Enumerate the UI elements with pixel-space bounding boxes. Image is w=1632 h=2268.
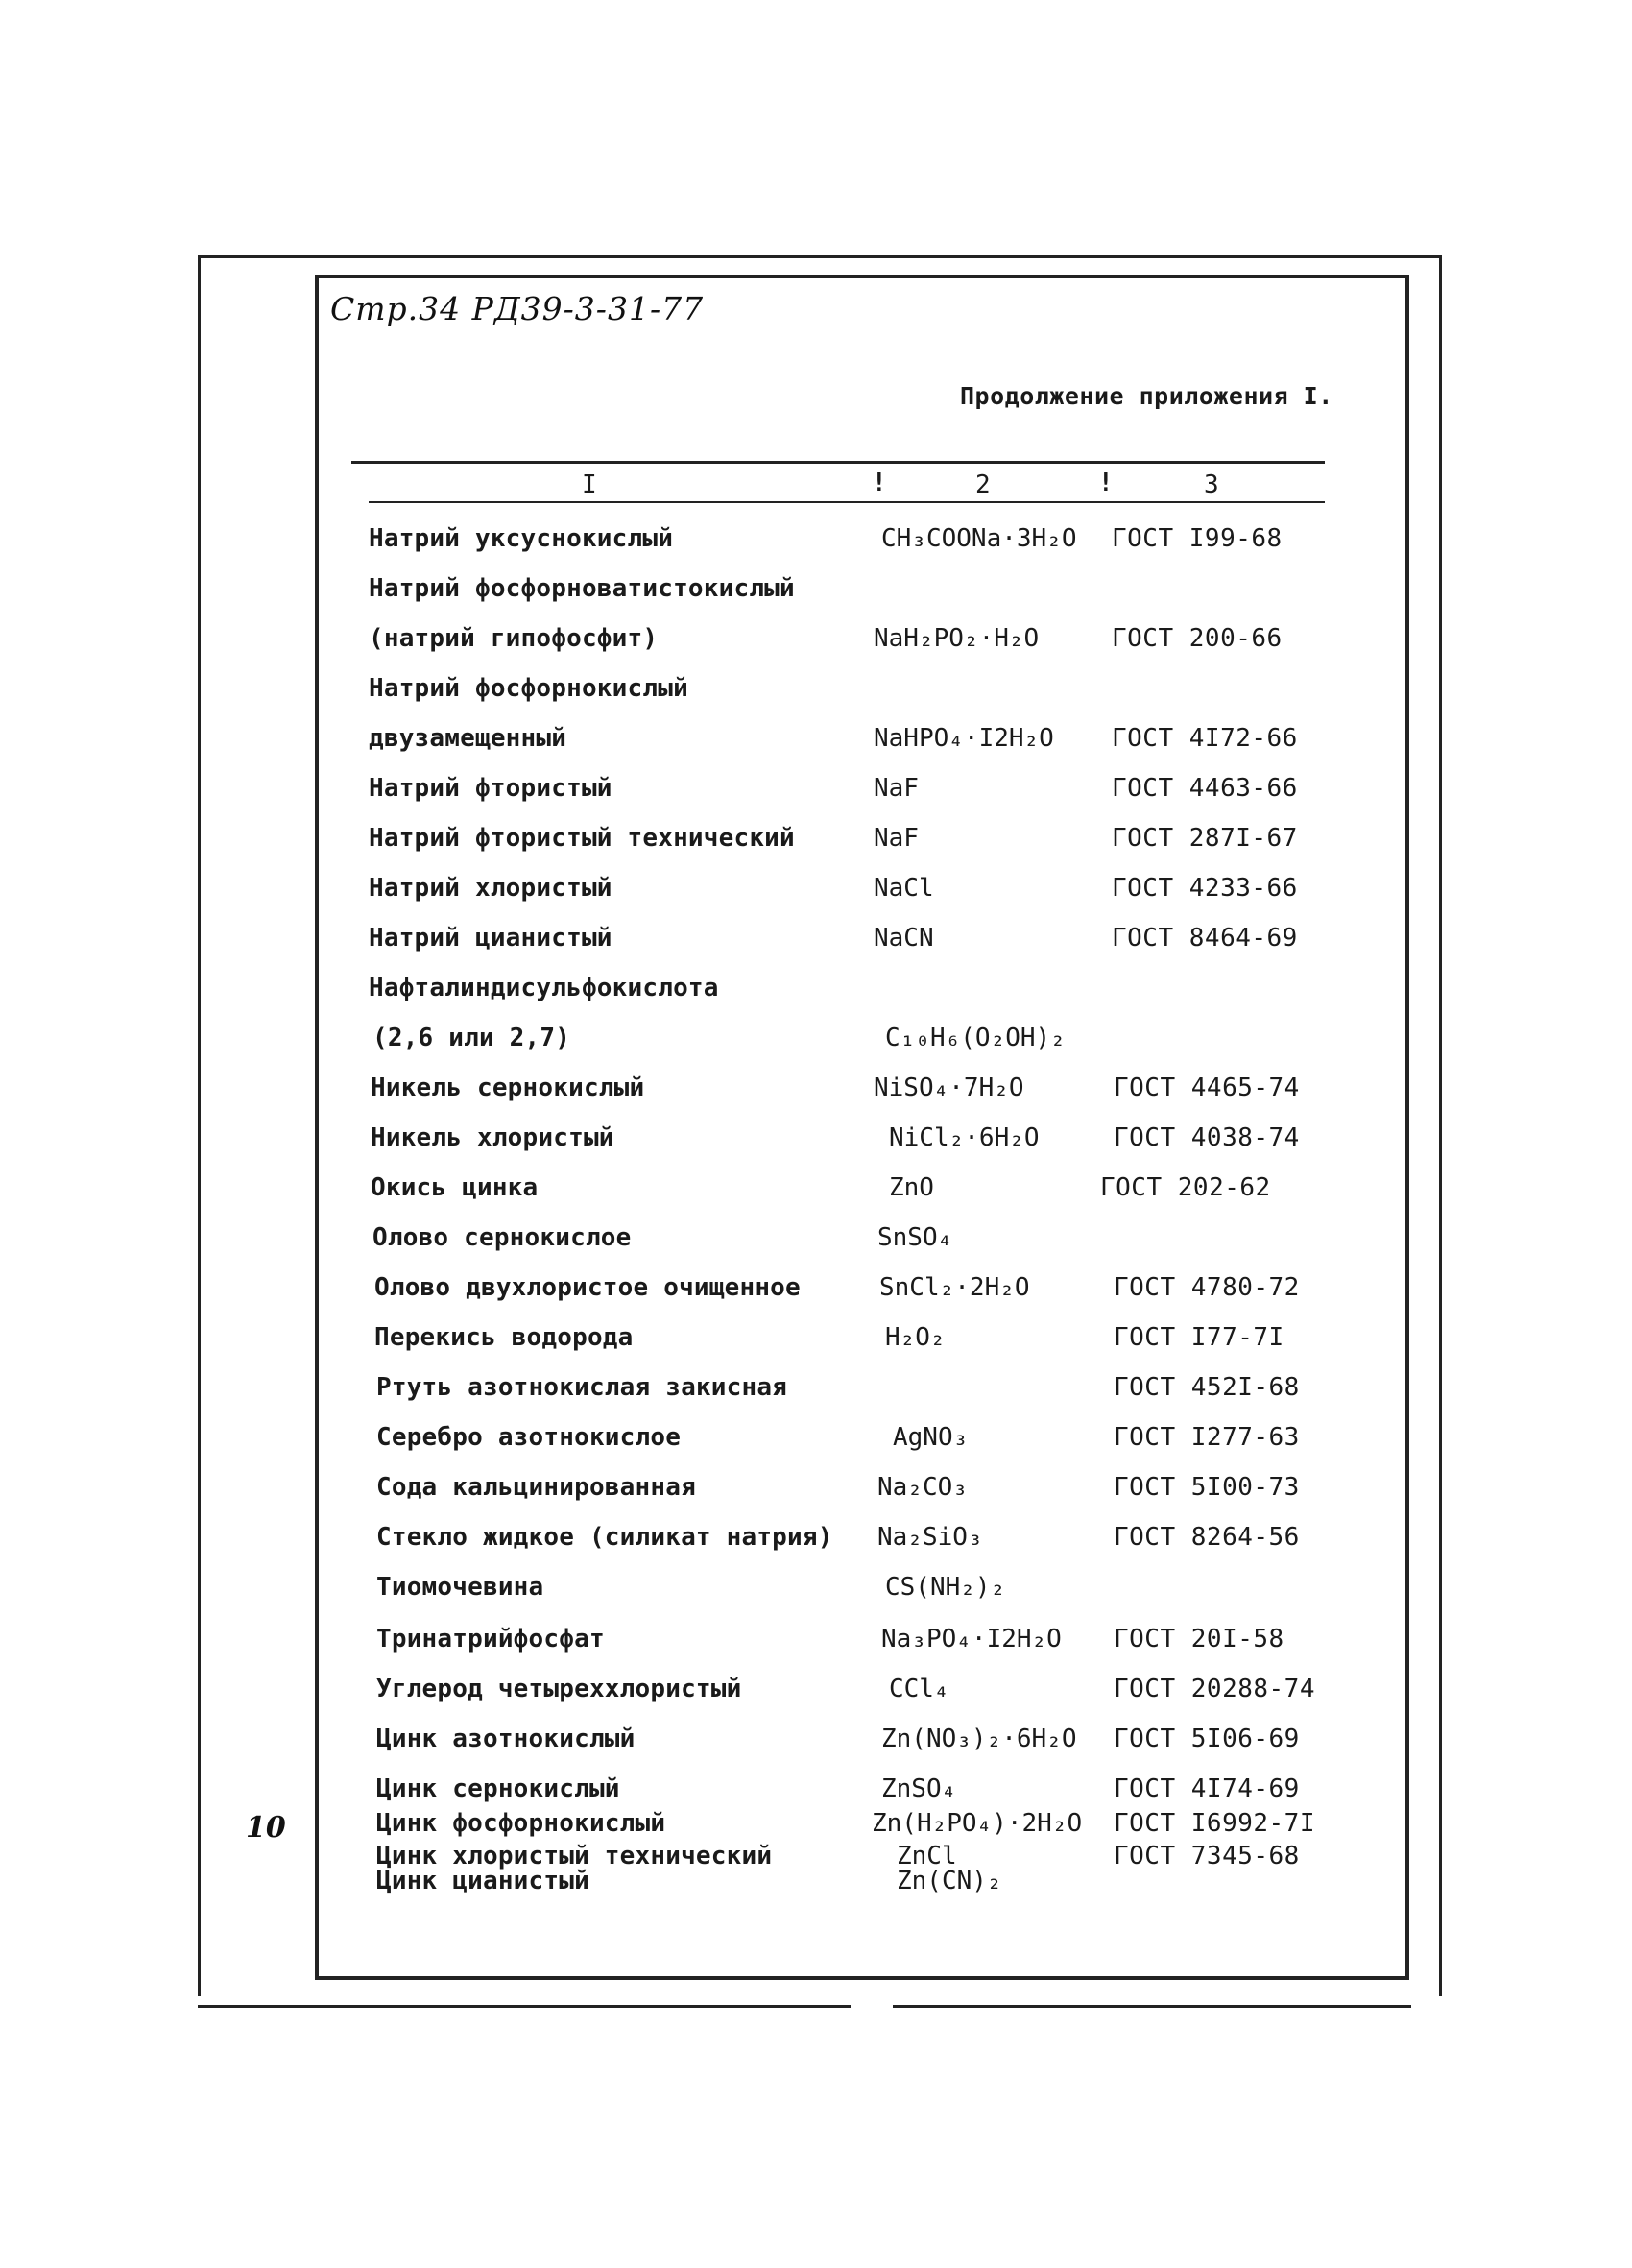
row-chemical-formula: SnCl₂·2H₂O	[879, 1273, 1030, 1302]
row-chemical-formula: NaH₂PO₂·H₂O	[874, 624, 1040, 653]
row-chemical-formula: Zn(CN)₂	[897, 1867, 1002, 1895]
row-chemical-formula: NaF	[874, 774, 919, 803]
row-gost-standard: ГОСТ 8464-69	[1112, 924, 1298, 953]
row-chemical-formula: NaHPO₄·I2H₂O	[874, 724, 1054, 753]
row-substance-name: Цинк цианистый	[376, 1867, 589, 1895]
margin-page-number: 10	[246, 1811, 286, 1845]
row-substance-name: Перекись водорода	[374, 1323, 634, 1352]
row-chemical-formula: NaCl	[874, 874, 934, 903]
row-substance-name: Никель сернокислый	[371, 1074, 645, 1102]
row-substance-name: Углерод четыреххлористый	[376, 1675, 742, 1703]
row-gost-standard: ГОСТ 4I72-66	[1112, 724, 1298, 753]
row-chemical-formula: H₂O₂	[885, 1323, 946, 1352]
row-substance-name: Олово двухлористое очищенное	[374, 1273, 801, 1302]
row-substance-name: Серебро азотнокислое	[376, 1423, 682, 1452]
row-chemical-formula: C₁₀H₆(O₂OH)₂	[885, 1024, 1066, 1052]
row-substance-name: Натрий цианистый	[369, 924, 612, 953]
column-header-1: I	[582, 470, 597, 499]
row-substance-name: Цинк сернокислый	[376, 1774, 620, 1803]
row-gost-standard: ГОСТ I77-7I	[1114, 1323, 1284, 1352]
row-gost-standard: ГОСТ 287I-67	[1112, 824, 1298, 853]
row-substance-name: Цинк фосфорнокислый	[376, 1809, 666, 1838]
row-substance-name: Никель хлористый	[371, 1123, 614, 1152]
row-gost-standard: ГОСТ 5I00-73	[1114, 1473, 1300, 1502]
row-chemical-formula: AgNO₃	[893, 1423, 969, 1452]
row-chemical-formula: Na₂CO₃	[877, 1473, 968, 1502]
row-substance-name: Тринатрийфосфат	[376, 1625, 605, 1653]
row-substance-name: Натрий уксуснокислый	[369, 524, 674, 553]
row-substance-name: Окись цинка	[371, 1173, 539, 1202]
row-chemical-formula: Na₃PO₄·I2H₂O	[881, 1625, 1062, 1653]
row-chemical-formula: SnSO₄	[877, 1223, 953, 1252]
row-chemical-formula: Zn(NO₃)₂·6H₂O	[881, 1725, 1077, 1753]
appendix-title: Продолжение приложения I.	[960, 382, 1333, 410]
row-gost-standard: ГОСТ 7345-68	[1114, 1842, 1300, 1870]
row-substance-name: Натрий фтористый	[369, 774, 612, 803]
page-reference: Стр.34 РД39-3-31-77	[330, 290, 705, 327]
row-substance-name: Стекло жидкое (силикат натрия)	[376, 1523, 833, 1552]
row-chemical-formula: Na₂SiO₃	[877, 1523, 983, 1552]
table-header-rule	[369, 501, 1325, 503]
outer-frame-bottom-right	[893, 2005, 1411, 2008]
row-gost-standard: ГОСТ 4463-66	[1112, 774, 1298, 803]
column-separator-1: !	[872, 469, 887, 497]
row-gost-standard: ГОСТ 452I-68	[1114, 1373, 1300, 1402]
row-substance-name: Олово сернокислое	[372, 1223, 632, 1252]
row-gost-standard: ГОСТ 202-62	[1100, 1173, 1271, 1202]
row-chemical-formula: CS(NH₂)₂	[885, 1573, 1006, 1602]
column-header-3: 3	[1204, 470, 1219, 499]
table-top-rule	[351, 461, 1325, 464]
row-gost-standard: ГОСТ 8264-56	[1114, 1523, 1300, 1552]
row-chemical-formula: NaCN	[874, 924, 934, 953]
row-substance-name: Цинк азотнокислый	[376, 1725, 636, 1753]
row-substance-name: Цинк хлористый технический	[376, 1842, 773, 1870]
column-separator-2: !	[1098, 469, 1114, 497]
row-gost-standard: ГОСТ 200-66	[1112, 624, 1283, 653]
row-substance-name: двузамещенный	[369, 724, 567, 753]
row-substance-name: Ртуть азотнокислая закисная	[376, 1373, 788, 1402]
row-substance-name: (2,6 или 2,7)	[372, 1024, 571, 1052]
row-chemical-formula: NiSO₄·7H₂O	[874, 1074, 1024, 1102]
row-chemical-formula: NaF	[874, 824, 919, 853]
row-chemical-formula: ZnO	[889, 1173, 934, 1202]
row-gost-standard: ГОСТ I277-63	[1114, 1423, 1300, 1452]
column-header-2: 2	[975, 470, 991, 499]
row-gost-standard: ГОСТ 4233-66	[1112, 874, 1298, 903]
row-gost-standard: ГОСТ 4038-74	[1114, 1123, 1300, 1152]
row-chemical-formula: NiCl₂·6H₂O	[889, 1123, 1040, 1152]
row-gost-standard: ГОСТ I6992-7I	[1114, 1809, 1315, 1838]
row-chemical-formula: CCl₄	[889, 1675, 949, 1703]
row-substance-name: Сода кальцинированная	[376, 1473, 696, 1502]
row-chemical-formula: Zn(H₂PO₄)·2H₂O	[872, 1809, 1083, 1838]
row-gost-standard: ГОСТ 4I74-69	[1114, 1774, 1300, 1803]
row-gost-standard: ГОСТ I99-68	[1112, 524, 1283, 553]
row-gost-standard: ГОСТ 20I-58	[1114, 1625, 1284, 1653]
row-substance-name: Натрий фтористый технический	[369, 824, 795, 853]
row-substance-name: Тиомочевина	[376, 1573, 544, 1602]
row-gost-standard: ГОСТ 4780-72	[1114, 1273, 1300, 1302]
row-substance-name: Натрий хлористый	[369, 874, 612, 903]
row-substance-name: Нафталиндисульфокислота	[369, 974, 719, 1002]
row-chemical-formula: ZnSO₄	[881, 1774, 957, 1803]
row-chemical-formula: ZnCl	[897, 1842, 957, 1870]
row-gost-standard: ГОСТ 5I06-69	[1114, 1725, 1300, 1753]
outer-frame-bottom-left	[198, 2005, 851, 2008]
row-gost-standard: ГОСТ 20288-74	[1114, 1675, 1315, 1703]
row-chemical-formula: CH₃COONa·3H₂O	[881, 524, 1077, 553]
row-substance-name: Натрий фосфорноватистокислый	[369, 574, 795, 603]
row-gost-standard: ГОСТ 4465-74	[1114, 1074, 1300, 1102]
row-substance-name: (натрий гипофосфит)	[369, 624, 659, 653]
row-substance-name: Натрий фосфорнокислый	[369, 674, 688, 703]
